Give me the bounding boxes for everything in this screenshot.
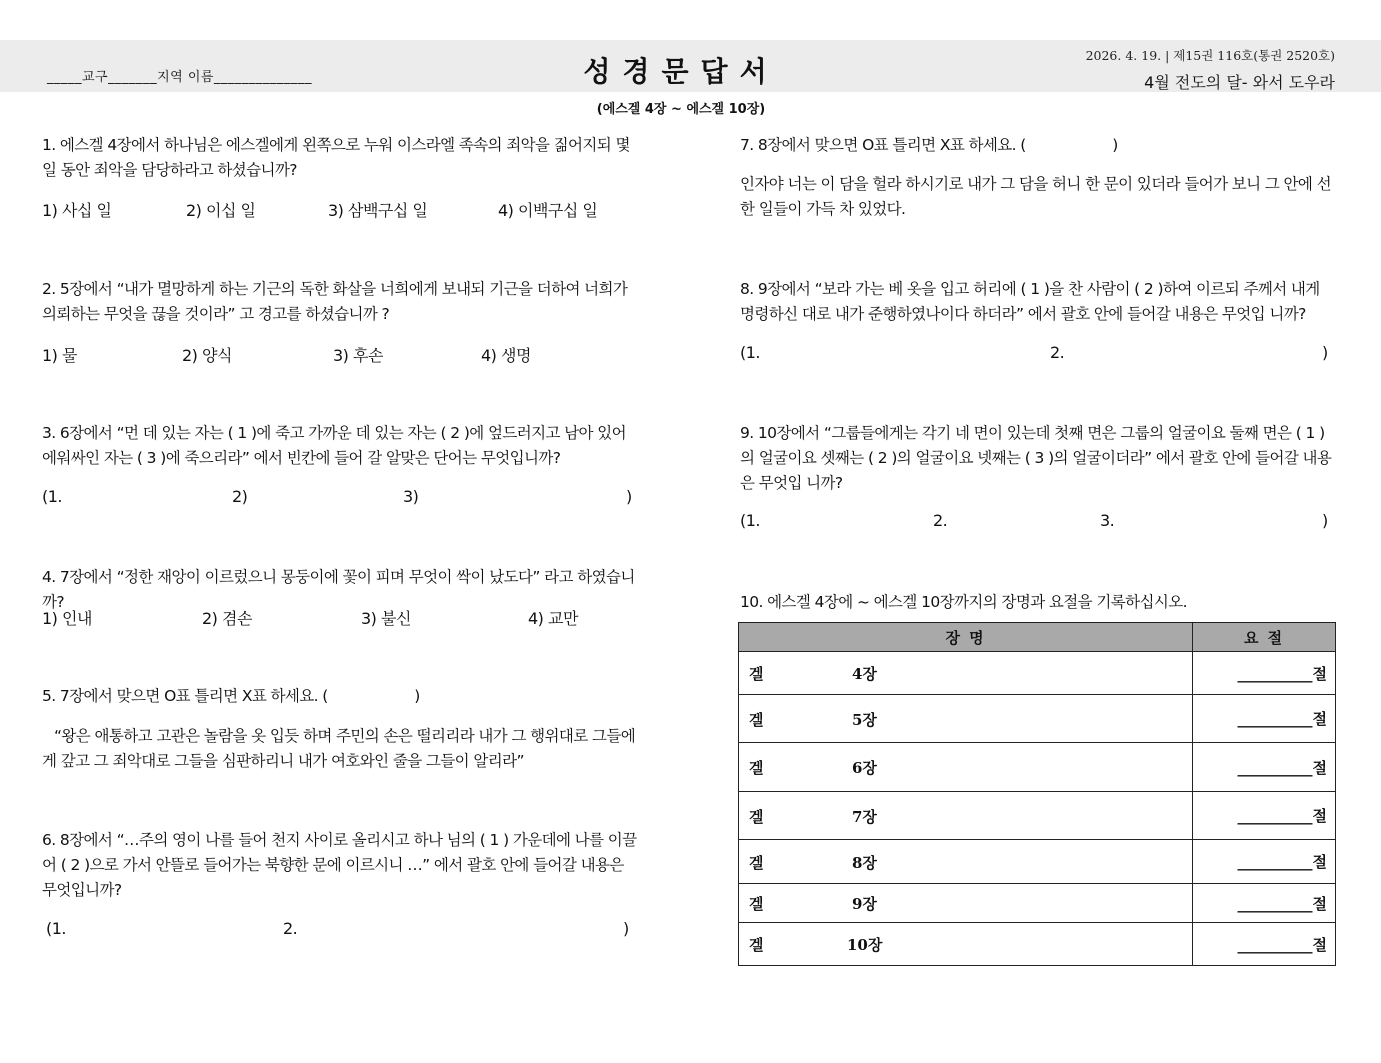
question-10: 10. 에스겔 4장에 ~ 에스겔 10장까지의 장명과 요절을 기록하십시오. — [740, 593, 1187, 611]
chapter-name-cell[interactable] — [739, 884, 1193, 923]
q1-option-3: 3) 삼백구십 일 — [328, 201, 428, 220]
table-row — [739, 923, 1336, 966]
monthly-theme: 4월 전도의 달- 와서 도우라 — [1144, 73, 1335, 92]
q3-answer-3: 3) — [403, 487, 419, 506]
q8-close-paren: ) — [1322, 343, 1328, 362]
q6-answer-1: (1. — [46, 919, 67, 938]
q4-option-4: 4) 교만 — [528, 609, 578, 628]
q6-close-paren: ) — [623, 919, 629, 938]
table-row — [739, 695, 1336, 743]
page-title: 성경문답서 — [583, 55, 779, 88]
chapter-number: 7장 — [852, 808, 877, 826]
q4-option-2: 2) 겸손 — [202, 609, 252, 628]
question-3: 3. 6장에서 “먼 데 있는 자는 ( 1 )에 죽고 가까운 데 있는 자는 ( 2 )에 엎드러지고 남아 있어 에워싸인 자는 ( 3 )에 죽으리라” 에서 빈칸에 들어 갈 알맞은 단어는 무엇입니까? — [42, 424, 626, 467]
chapter-name-cell[interactable] — [739, 840, 1193, 884]
table-header-row — [739, 623, 1336, 652]
verse-blank[interactable]: __________절 — [1193, 840, 1336, 884]
book-prefix: 겔 — [749, 936, 764, 954]
q9-close-paren: ) — [1322, 511, 1328, 530]
book-prefix: 겔 — [749, 895, 764, 913]
question-6: 6. 8장에서 “…주의 영이 나를 들어 천지 사이로 올리시고 하나 님의 ( 1 ) 가운데에 나를 이끌어 ( 2 )으로 가서 안뜰로 들어가는 북향한 문에 이르시니 …” 에서 괄호 안에 들어갈 내용은 무엇입니까? — [42, 831, 637, 899]
q4-option-3: 3) 불신 — [361, 609, 411, 628]
book-prefix: 겔 — [749, 665, 764, 683]
q5-passage: “왕은 애통하고 고관은 놀람을 옷 입듯 하며 주민의 손은 떨리리라 내가 그 행위대로 그들에게 갚고 그 죄악대로 그들을 심판하리니 내가 여호와인 줄을 그들이 알리라” — [42, 727, 636, 770]
q3-close-paren: ) — [626, 487, 632, 506]
verse-blank[interactable]: __________절 — [1193, 743, 1336, 792]
question-2: 2. 5장에서 “내가 멸망하게 하는 기근의 독한 화살을 너희에게 보내되 기근을 더하여 너희가 의뢰하는 무엇을 끊을 것이라” 고 경고를 하셨습니까 ? — [42, 280, 628, 323]
q9-answer-3: 3. — [1100, 511, 1115, 530]
q2-option-2: 2) 양식 — [182, 346, 232, 365]
chapter-name-cell[interactable] — [739, 652, 1193, 695]
verse-blank[interactable]: __________절 — [1193, 695, 1336, 743]
book-prefix: 겔 — [749, 711, 764, 729]
table-row — [739, 840, 1336, 884]
book-prefix: 겔 — [749, 854, 764, 872]
col-header-chapter-name: 장 명 — [739, 623, 1193, 652]
chapter-number: 6장 — [852, 759, 877, 777]
verse-blank[interactable]: __________절 — [1193, 923, 1336, 966]
question-8: 8. 9장에서 “보라 가는 베 옷을 입고 허리에 ( 1 )을 찬 사람이 ( 2 )하여 이르되 주께서 내게 명령하신 대로 내가 준행하였나이다 하더라” 에서 괄호 안에 들어갈 내용은 무엇입 니까? — [740, 280, 1320, 323]
q2-option-1: 1) 물 — [42, 346, 77, 365]
chapter-name-cell[interactable] — [739, 923, 1193, 966]
q8-answer-2: 2. — [1050, 343, 1065, 362]
chapter-number: 8장 — [852, 854, 877, 872]
chapter-number: 4장 — [852, 665, 877, 683]
q4-option-1: 1) 인내 — [42, 609, 92, 628]
q3-answer-1: (1. — [42, 487, 63, 506]
q1-option-4: 4) 이백구십 일 — [498, 201, 598, 220]
q7-passage: 인자야 너는 이 담을 헐라 하시기로 내가 그 담을 허니 한 문이 있더라 들어가 보니 그 안에 선한 일들이 가득 차 있었다. — [740, 175, 1331, 218]
chapter-name-cell[interactable] — [739, 695, 1193, 743]
q2-option-3: 3) 후손 — [333, 346, 383, 365]
col-header-key-verse: 요 절 — [1193, 623, 1336, 652]
chapter-number: 5장 — [852, 711, 877, 729]
question-9: 9. 10장에서 “그룹들에게는 각기 네 면이 있는데 첫째 면은 그룹의 얼굴이요 둘째 면은 ( 1 )의 얼굴이요 셋째는 ( 2 )의 얼굴이요 넷째는 ( 3 )의 얼굴이더라” 에서 괄호 안에 들어갈 내용은 무엇입 니까? — [740, 424, 1332, 492]
q9-answer-2: 2. — [933, 511, 948, 530]
scripture-range: (에스겔 4장 ~ 에스겔 10장) — [596, 102, 766, 117]
book-prefix: 겔 — [749, 759, 764, 777]
book-prefix: 겔 — [749, 808, 764, 826]
question-5: 5. 7장에서 맞으면 O표 틀리면 X표 하세요. ( ) — [42, 687, 420, 705]
verse-blank[interactable]: __________절 — [1193, 652, 1336, 695]
issue-info: 2026. 4. 19. | 제15권 116호(통권 2520호) — [1085, 48, 1335, 63]
q1-option-1: 1) 사십 일 — [42, 201, 112, 220]
table-row — [739, 792, 1336, 840]
chapter-name-cell[interactable] — [739, 743, 1193, 792]
q6-answer-2: 2. — [283, 919, 298, 938]
chapter-name-cell[interactable] — [739, 792, 1193, 840]
chapter-summary-table — [738, 622, 1336, 966]
q8-answer-1: (1. — [740, 343, 761, 362]
q9-answer-1: (1. — [740, 511, 761, 530]
q2-option-4: 4) 생명 — [481, 346, 531, 365]
verse-blank[interactable]: __________절 — [1193, 884, 1336, 923]
verse-blank[interactable]: __________절 — [1193, 792, 1336, 840]
question-1: 1. 에스겔 4장에서 하나님은 에스겔에게 왼쪽으로 누워 이스라엘 족속의 죄악을 짊어지되 몇 일 동안 죄악을 담당하라고 하셨습니까? — [42, 136, 630, 179]
question-7: 7. 8장에서 맞으면 O표 틀리면 X표 하세요. ( ) — [740, 136, 1118, 154]
chapter-number: 10장 — [847, 936, 883, 954]
chapter-number: 9장 — [852, 895, 877, 913]
table-row — [739, 743, 1336, 792]
q3-answer-2: 2) — [232, 487, 248, 506]
name-fields: _____교구_______지역 이름______________ — [47, 70, 312, 85]
table-row — [739, 652, 1336, 695]
q1-option-2: 2) 이십 일 — [186, 201, 256, 220]
question-4: 4. 7장에서 “정한 재앙이 이르렀으니 몽둥이에 꽃이 피며 무엇이 싹이 났도다” 라고 하였습니까? — [42, 568, 635, 611]
table-row — [739, 884, 1336, 923]
